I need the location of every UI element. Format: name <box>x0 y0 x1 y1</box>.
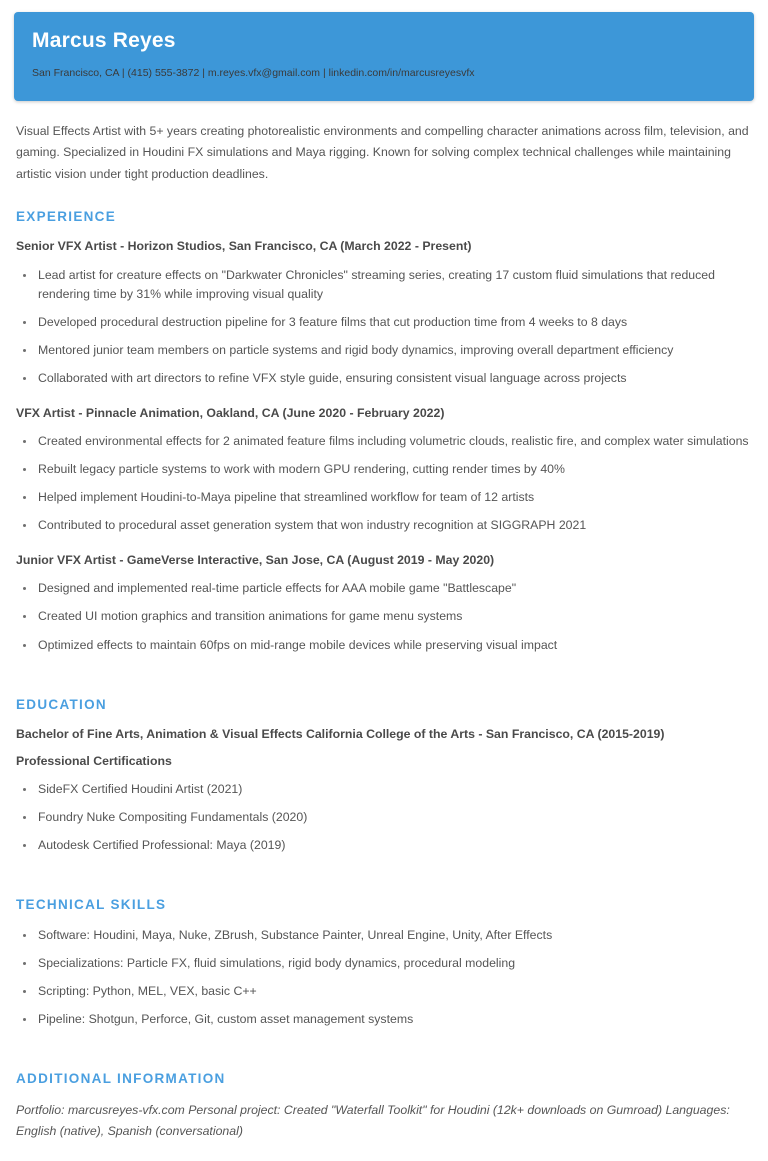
education-degree: Bachelor of Fine Arts, Animation & Visual Effects California College of the Arts - San Francisco, CA (2015-2019) <box>16 726 665 741</box>
list-item: Scripting: Python, MEL, VEX, basic C++ <box>14 982 754 1001</box>
list-item: Foundry Nuke Compositing Fundamentals (2020) <box>14 808 754 827</box>
list-item: Helped implement Houdini-to-Maya pipeline that streamlined workflow for team of 12 artists <box>14 488 754 507</box>
section-additional-information <box>14 1071 754 1141</box>
spacer <box>14 671 754 697</box>
job-bullets-1 <box>14 266 754 388</box>
list-item: Designed and implemented real-time particle effects for AAA mobile game "Battlescape" <box>14 579 754 598</box>
section-title-technical-skills: TECHNICAL SKILLS <box>16 897 167 913</box>
section-title-experience: EXPERIENCE <box>16 209 117 225</box>
job-heading-3: Junior VFX Artist - GameVerse Interactive, San Jose, CA (August 2019 - May 2020) <box>16 553 495 568</box>
spacer <box>14 1045 754 1071</box>
job-heading-1: Senior VFX Artist - Horizon Studios, San Francisco, CA (March 2022 - Present) <box>16 239 472 254</box>
section-experience <box>14 209 754 654</box>
certifications-heading: Professional Certifications <box>16 753 172 768</box>
additional-information-text: Portfolio: marcusreyes-vfx.com Personal project: Created "Waterfall Toolkit" for Houdini (12k+ downloads on Gumroad) Languages: English (native), Spanish (conversational) <box>16 1103 730 1138</box>
section-title-education: EDUCATION <box>16 696 107 712</box>
candidate-name: Marcus Reyes <box>32 29 176 52</box>
technical-skills-list <box>14 926 754 1029</box>
section-title-additional-information: ADDITIONAL INFORMATION <box>16 1071 226 1087</box>
list-item: Created UI motion graphics and transition animations for game menu systems <box>14 607 754 626</box>
section-education <box>14 697 754 856</box>
resume-header-banner <box>14 12 754 101</box>
job-bullets-2 <box>14 432 754 535</box>
list-item: Software: Houdini, Maya, Nuke, ZBrush, Substance Painter, Unreal Engine, Unity, After Effects <box>14 926 754 945</box>
list-item: Autodesk Certified Professional: Maya (2019) <box>14 836 754 855</box>
contact-line: San Francisco, CA | (415) 555-3872 | m.reyes.vfx@gmail.com | linkedin.com/in/marcusreyesvfx <box>32 67 475 80</box>
list-item: Contributed to procedural asset generation system that won industry recognition at SIGGRAPH 2021 <box>14 516 754 535</box>
list-item: Developed procedural destruction pipeline for 3 feature films that cut production time from 4 weeks to 8 days <box>14 313 754 332</box>
job-heading-2: VFX Artist - Pinnacle Animation, Oakland, CA (June 2020 - February 2022) <box>16 405 445 420</box>
list-item: Mentored junior team members on particle systems and rigid body dynamics, improving overall department efficiency <box>14 341 754 360</box>
list-item: Created environmental effects for 2 animated feature films including volumetric clouds, realistic fire, and complex water simulations <box>14 432 754 451</box>
section-technical-skills <box>14 897 754 1029</box>
list-item: Collaborated with art directors to refine VFX style guide, ensuring consistent visual language across projects <box>14 369 754 388</box>
list-item: Pipeline: Shotgun, Perforce, Git, custom asset management systems <box>14 1010 754 1029</box>
list-item: Lead artist for creature effects on "Darkwater Chronicles" streaming series, creating 17 custom fluid simulations that reduced rendering time by 31% while improving visual quality <box>14 266 754 304</box>
professional-summary: Visual Effects Artist with 5+ years creating photorealistic environments and compelling character animations across film, television, and gaming. Specialized in Houdini FX simulations and Maya rigging. Known for solving complex technical challenges while maintaining artistic vision under tight production deadlines. <box>16 123 749 181</box>
list-item: SideFX Certified Houdini Artist (2021) <box>14 780 754 799</box>
spacer <box>14 871 754 897</box>
list-item: Optimized effects to maintain 60fps on mid-range mobile devices while preserving visual impact <box>14 636 754 655</box>
job-bullets-3 <box>14 579 754 654</box>
list-item: Rebuilt legacy particle systems to work with modern GPU rendering, cutting render times by 40% <box>14 460 754 479</box>
certifications-list <box>14 780 754 855</box>
list-item: Specializations: Particle FX, fluid simulations, rigid body dynamics, procedural modeling <box>14 954 754 973</box>
